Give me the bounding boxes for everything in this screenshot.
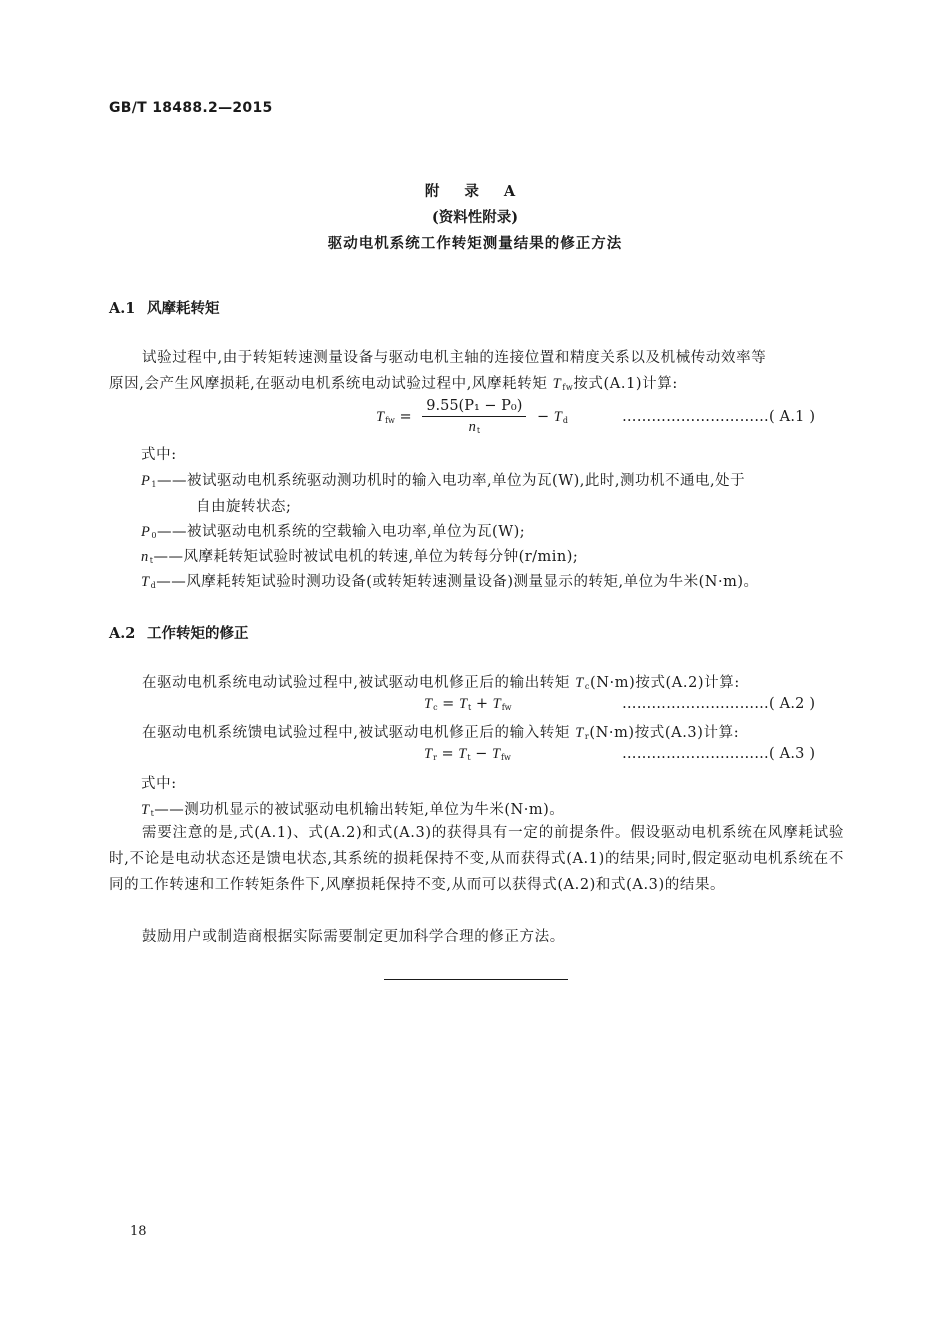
formula-term: T: [458, 746, 467, 762]
formula-term-sub: t: [468, 703, 472, 712]
formula-lhs: T: [424, 746, 433, 762]
def-symbol: P: [141, 524, 151, 540]
encourage-paragraph: 鼓励用户或制造商根据实际需要制定更加科学合理的修正方法。: [142, 929, 565, 945]
def-text: ——测功机显示的被试驱动电机输出转矩,单位为牛米(N·m)。: [154, 802, 565, 818]
formula-tail-sub: d: [562, 416, 568, 425]
symbol-t: T: [552, 376, 562, 392]
a2-para2-text-end: (N·m)按式(A.3)计算:: [589, 725, 740, 741]
formula-term-sub: t: [467, 753, 471, 762]
standard-number: GB/T 18488.2—2015: [109, 100, 273, 116]
definition-td: [141, 570, 758, 591]
plus-sign: +: [475, 696, 488, 712]
a1-paragraph-line1: 试验过程中,由于转矩转速测量设备与驱动电机主轴的连接位置和精度关系以及机械传动效率等: [142, 350, 767, 366]
formula-term: T: [491, 746, 501, 762]
fraction-numerator: 9.55(P₁ − P₀): [422, 398, 526, 417]
where-label-a2: 式中:: [141, 776, 177, 792]
equals-sign: =: [441, 746, 454, 762]
symbol-t: T: [575, 675, 584, 691]
equals-sign: =: [442, 696, 455, 712]
a2-para1-text-end: (N·m)按式(A.2)计算:: [589, 675, 740, 691]
def-symbol-sub: 0: [151, 531, 157, 540]
denominator-symbol: n: [468, 419, 476, 435]
def-symbol-sub: t: [150, 809, 155, 818]
a2-para1-text: 在驱动电机系统电动试验过程中,被试驱动电机修正后的输出转矩: [142, 675, 576, 691]
fraction: [422, 398, 526, 436]
section-title: 工作转矩的修正: [147, 625, 249, 642]
formula-a1: [376, 398, 568, 436]
def-text: ——风摩耗转矩试验时被试电机的转速,单位为转每分钟(r/min);: [153, 549, 579, 565]
def-symbol-sub: 1: [151, 480, 157, 489]
symbol-sub: c: [584, 682, 590, 691]
equation-number-a1: …………………………( A.1 ): [622, 409, 816, 425]
equation-number-a2: …………………………( A.2 ): [622, 696, 816, 712]
appendix-title: 驱动电机系统工作转矩测量结果的修正方法: [327, 235, 623, 252]
where-label-a1: 式中:: [141, 447, 177, 463]
appendix-nature: (资料性附录): [431, 209, 519, 226]
section-title: 风摩耗转矩: [147, 300, 220, 317]
symbol-sub: fw: [562, 383, 574, 392]
def-symbol-sub: t: [149, 556, 154, 565]
equals-sign: =: [399, 409, 412, 425]
formula-term: T: [492, 696, 501, 712]
a2-paragraph2: [142, 721, 739, 742]
def-text: ——风摩耗转矩试验时测功设备(或转矩转速测量设备)测量显示的转矩,单位为牛米(N·m)。: [156, 574, 759, 590]
page-number: 18: [130, 1224, 147, 1239]
definition-p0: [141, 520, 525, 541]
formula-a3: [424, 746, 511, 763]
formula-lhs-sub: c: [433, 703, 438, 712]
formula-tail: T: [553, 409, 562, 425]
formula-lhs-sub: r: [433, 753, 437, 762]
def-symbol: T: [141, 802, 150, 818]
section-a1-heading: [109, 297, 220, 318]
formula-a2: [424, 696, 512, 713]
definition-p1-continued: 自由旋转状态;: [196, 499, 292, 515]
def-symbol: T: [141, 574, 150, 590]
def-text: ——被试驱动电机系统驱动测功机时的输入电功率,单位为瓦(W),此时,测功机不通电,处于: [156, 473, 746, 489]
a2-para2-text: 在驱动电机系统馈电试验过程中,被试驱动电机修正后的输入转矩: [142, 725, 576, 741]
formula-term-sub: fw: [501, 753, 511, 762]
appendix-label: 附 录 A: [424, 183, 526, 200]
definition-p1: [141, 469, 745, 490]
definition-nt: [141, 545, 578, 566]
symbol-t: T: [575, 725, 584, 741]
formula-lhs-sub: fw: [385, 416, 395, 425]
symbol-sub: r: [584, 732, 590, 741]
formula-lhs: T: [376, 409, 385, 425]
a1-line2-text: 原因,会产生风摩损耗,在驱动电机系统电动试验过程中,风摩耗转矩: [109, 376, 553, 392]
formula-lhs: T: [424, 696, 433, 712]
def-text: ——被试驱动电机系统的空载输入电功率,单位为瓦(W);: [156, 524, 526, 540]
a1-paragraph-line2: [109, 372, 678, 393]
def-symbol: n: [141, 549, 149, 565]
section-number: A.1: [109, 300, 136, 317]
note-paragraph: 需要注意的是,式(A.1)、式(A.2)和式(A.3)的获得具有一定的前提条件。假设驱动电机系统在风摩耗试验时,不论是电动状态还是馈电状态,其系统的损耗保持不变,从而获得式(A.1)的结果;同时,假定驱动电机系统在不同的工作转速和工作转矩条件下,风摩损耗保持不变,从而可以获得式(A.2)和式(A.3)的结果。: [109, 825, 844, 893]
def-symbol-sub: d: [150, 581, 157, 590]
equation-number-a3: …………………………( A.3 ): [622, 746, 816, 762]
def-symbol: P: [141, 473, 151, 489]
formula-term: T: [458, 696, 468, 712]
formula-term-sub: fw: [501, 703, 512, 712]
minus-sign: −: [536, 409, 550, 425]
definition-tt: [141, 798, 564, 819]
end-rule: [384, 979, 568, 980]
denominator-sub: t: [476, 426, 481, 435]
a2-paragraph1: [142, 671, 740, 692]
section-number: A.2: [109, 625, 136, 642]
section-a2-heading: [109, 622, 249, 643]
minus-sign: −: [475, 746, 488, 762]
a1-line2-text-end: 按式(A.1)计算:: [573, 376, 678, 392]
fraction-denominator: [422, 417, 526, 436]
